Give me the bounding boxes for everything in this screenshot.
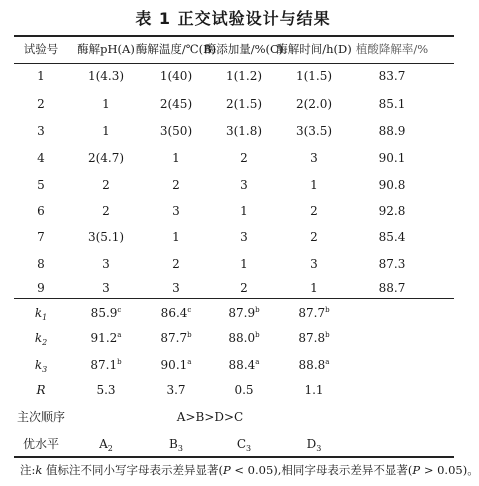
table-cell: 87.3 bbox=[378, 257, 406, 271]
table-cell: 1(1.5) bbox=[295, 69, 333, 83]
table-cell: 1 bbox=[310, 281, 318, 295]
table-cell: 3 bbox=[102, 257, 110, 271]
table-cell: 1(1.2) bbox=[225, 69, 263, 83]
k-value: 87.8$^b$ bbox=[298, 331, 330, 345]
column-header: 酶解时间/h(D) bbox=[276, 42, 352, 56]
table-cell: 92.8 bbox=[378, 204, 406, 218]
optimal-level: $C_3$ bbox=[236, 437, 252, 453]
range-row-label: R bbox=[36, 383, 46, 397]
table-cell: 1(40) bbox=[159, 69, 193, 83]
optimal-level: $D_3$ bbox=[306, 437, 322, 453]
table-cell: 3 bbox=[37, 124, 45, 138]
table-cell: 3(5.1) bbox=[87, 230, 125, 244]
middle-rule bbox=[14, 298, 454, 299]
column-header: 植酸降解率/% bbox=[355, 42, 429, 56]
table-cell: 9 bbox=[37, 281, 45, 295]
table-cell: 8 bbox=[37, 257, 45, 271]
table-title: 表 1 正交试验设计与结果 bbox=[135, 9, 331, 28]
k-value: 87.7$^b$ bbox=[160, 331, 192, 345]
table-cell: 1 bbox=[37, 69, 45, 83]
table-cell: 3(3.5) bbox=[295, 124, 333, 138]
table-cell: 6 bbox=[37, 204, 45, 218]
table-cell: 2(4.7) bbox=[87, 151, 125, 165]
k-value: 87.9$^b$ bbox=[228, 306, 260, 320]
table-cell: 2(45) bbox=[159, 97, 193, 111]
optimal-level: $A_2$ bbox=[99, 437, 113, 453]
table-cell: 3 bbox=[240, 178, 248, 192]
table-cell: 4 bbox=[37, 151, 45, 165]
table-cell: 2 bbox=[240, 151, 248, 165]
bottom-rule bbox=[14, 456, 454, 458]
table-cell: 3 bbox=[172, 281, 180, 295]
column-header: 酶解pH(A) bbox=[77, 42, 135, 56]
range-value: 5.3 bbox=[96, 383, 116, 397]
k-value: 88.4$^a$ bbox=[228, 358, 260, 372]
table-cell: 1 bbox=[240, 204, 248, 218]
optimal-level: $B_3$ bbox=[169, 437, 183, 453]
column-header: 酶添加量/%(C) bbox=[204, 42, 284, 56]
top-rule bbox=[14, 35, 454, 37]
k-value: 85.9$^c$ bbox=[90, 306, 122, 320]
table-cell: 7 bbox=[37, 230, 45, 244]
k-value: 91.2$^a$ bbox=[90, 331, 122, 345]
table-cell: 1 bbox=[310, 178, 318, 192]
table-note: 注:k 值标注不同小写字母表示差异显著(P < 0.05),相同字母表示差异不显著(P > 0.05)。 bbox=[20, 463, 479, 477]
table-cell: 1 bbox=[172, 151, 180, 165]
k-row-label: $k_3$ bbox=[34, 358, 48, 374]
column-header: 试验号 bbox=[23, 42, 59, 56]
table-cell: 2 bbox=[240, 281, 248, 295]
table-cell: 2 bbox=[310, 230, 318, 244]
table-cell: 1 bbox=[240, 257, 248, 271]
table-cell: 1 bbox=[172, 230, 180, 244]
range-value: 0.5 bbox=[234, 383, 254, 397]
table-cell: 85.4 bbox=[378, 230, 406, 244]
table-cell: 90.8 bbox=[378, 178, 406, 192]
table-cell: 1 bbox=[102, 124, 110, 138]
table-cell: 3 bbox=[240, 230, 248, 244]
header-rule bbox=[14, 63, 454, 64]
table-cell: 1(4.3) bbox=[87, 69, 125, 83]
order-value: A>B>D>C bbox=[176, 410, 244, 424]
table-cell: 2 bbox=[310, 204, 318, 218]
column-header: 酶解温度/℃(B) bbox=[135, 42, 217, 56]
table-cell: 88.9 bbox=[378, 124, 406, 138]
range-value: 3.7 bbox=[166, 383, 186, 397]
k-value: 90.1$^a$ bbox=[160, 358, 192, 372]
table-cell: 3 bbox=[172, 204, 180, 218]
table-cell: 88.7 bbox=[378, 281, 406, 295]
k-value: 88.0$^b$ bbox=[228, 331, 260, 345]
table-cell: 85.1 bbox=[378, 97, 406, 111]
range-value: 1.1 bbox=[304, 383, 324, 397]
k-value: 86.4$^c$ bbox=[160, 306, 192, 320]
k-value: 87.7$^b$ bbox=[298, 306, 330, 320]
table-cell: 3 bbox=[310, 257, 318, 271]
table-cell: 2 bbox=[102, 204, 110, 218]
optimal-row-label: 优水平 bbox=[22, 437, 60, 451]
table-cell: 2 bbox=[172, 178, 180, 192]
table-cell: 5 bbox=[37, 178, 45, 192]
table-cell: 2(1.5) bbox=[225, 97, 263, 111]
table-cell: 3(1.8) bbox=[225, 124, 263, 138]
table-cell: 2 bbox=[172, 257, 180, 271]
table-cell: 3(50) bbox=[159, 124, 193, 138]
k-value: 88.8$^a$ bbox=[298, 358, 330, 372]
table-cell: 2(2.0) bbox=[295, 97, 333, 111]
k-row-label: $k_2$ bbox=[34, 331, 48, 347]
table-cell: 3 bbox=[310, 151, 318, 165]
k-value: 87.1$^b$ bbox=[90, 358, 122, 372]
k-row-label: $k_1$ bbox=[34, 306, 48, 322]
table-cell: 83.7 bbox=[378, 69, 406, 83]
table-cell: 1 bbox=[102, 97, 110, 111]
order-row-label: 主次顺序 bbox=[16, 410, 66, 424]
table-cell: 3 bbox=[102, 281, 110, 295]
table-cell: 2 bbox=[37, 97, 45, 111]
table-cell: 90.1 bbox=[378, 151, 406, 165]
table-cell: 2 bbox=[102, 178, 110, 192]
